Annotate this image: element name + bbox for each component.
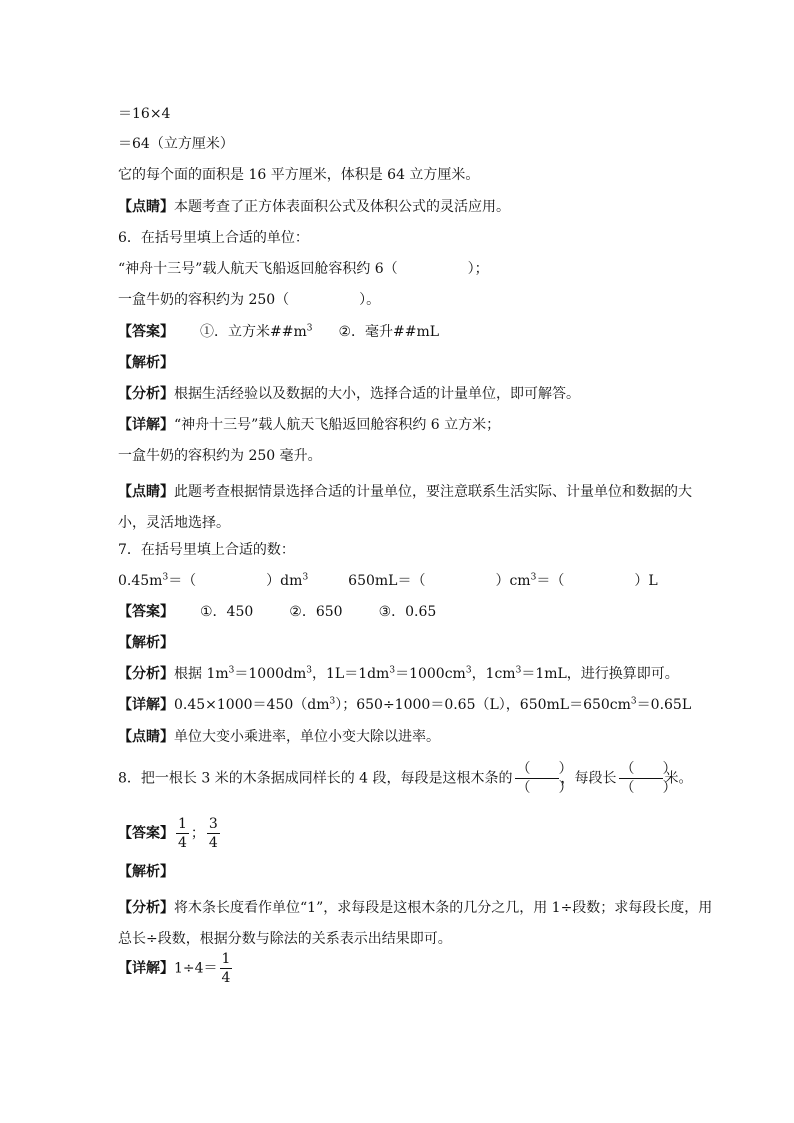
question-text: 8．把一根长 3 米的木条据成同样长的 4 段，每段是这根木条的	[118, 770, 513, 787]
fraction-numerator: （ ）	[620, 761, 677, 777]
fenxi-text: 根据 1m	[174, 666, 229, 682]
question-8-title	[118, 760, 718, 797]
question-7-fenxi	[118, 664, 718, 684]
answer-item-3: ③．0.65	[378, 604, 437, 620]
question-8-answer	[118, 815, 718, 852]
question-7-title	[118, 540, 718, 560]
question-6-jiexi	[118, 353, 718, 373]
question-6-dianjing	[118, 477, 718, 539]
question-6-title	[118, 228, 718, 248]
question-7-answer	[118, 602, 718, 622]
answer-fraction-1	[176, 815, 189, 852]
superscript: 3	[515, 665, 522, 676]
xiangjie-tag: 【详解】	[118, 960, 174, 977]
fenxi-text: ＝1000dm	[234, 666, 307, 682]
jiexi-tag: 【解析】	[118, 355, 174, 371]
answer-fraction-2	[207, 815, 220, 852]
dianjing-5	[118, 197, 718, 217]
fenxi-tag: 【分析】	[118, 666, 174, 682]
sentence-text: 它的每个面的面积是 16 平方厘米，体积是 64 立方厘米。	[118, 167, 480, 183]
superscript: 3	[306, 323, 313, 334]
jiexi-tag: 【解析】	[118, 864, 174, 880]
dianjing-text: 单位大变小乘进率，单位小变大除以进率。	[174, 729, 440, 745]
fraction-denominator: 4	[221, 970, 231, 986]
calc-line-1	[118, 104, 718, 124]
fraction-numerator: （ ）	[516, 761, 573, 777]
superscript: 3	[530, 572, 537, 583]
question-text: 0.45m	[118, 573, 163, 589]
xiangjie-text: 一盒牛奶的容积约为 250 毫升。	[118, 448, 322, 464]
xiangjie-text: “神舟十三号”载人航天飞船返回舱容积约 6 立方米；	[174, 417, 501, 433]
dianjing-tag: 【点睛】	[118, 484, 174, 500]
fraction-denominator: （ ）	[620, 780, 677, 796]
xiangjie-text: 0.45×1000＝450（dm	[174, 697, 330, 713]
question-6-fenxi	[118, 384, 718, 404]
calc-text: ＝16×4	[118, 106, 171, 122]
question-text: 一盒牛奶的容积约为 250（ ）。	[118, 292, 381, 308]
fenxi-text: 将木条长度看作单位“1”，求每段是这根木条的几分之几，用 1÷段数；求每段长度，用总长÷段数，根据分数与除法的关系表示出结果即可。	[118, 900, 713, 947]
jiexi-tag: 【解析】	[118, 635, 174, 651]
question-text: ＝（ ）L	[536, 573, 658, 589]
question-7-jiexi	[118, 633, 718, 653]
superscript: 3	[329, 696, 336, 707]
calc-text: ＝64（立方厘米）	[118, 136, 234, 152]
superscript: 3	[228, 665, 235, 676]
question-text: 650mL＝（ ）cm	[348, 573, 531, 589]
fraction-denominator: 4	[208, 835, 218, 851]
fraction-numerator: 1	[221, 951, 231, 967]
question-8-fenxi	[118, 893, 718, 955]
fenxi-tag: 【分析】	[118, 386, 174, 402]
dianjing-tag: 【点睛】	[118, 729, 174, 745]
dianjing-text: 本题考查了正方体表面积公式及体积公式的灵活应用。	[174, 199, 510, 215]
calc-line-2	[118, 134, 718, 154]
question-7-dianjing	[118, 727, 718, 747]
fraction-numerator: 3	[208, 816, 218, 832]
fenxi-text: ，1cm	[471, 666, 516, 682]
separator: ；	[190, 825, 205, 842]
fraction-denominator: （ ）	[516, 780, 573, 796]
question-6-line-1	[118, 259, 718, 279]
question-7-xiangjie	[118, 695, 718, 715]
question-8-xiangjie	[118, 950, 718, 987]
blank-fraction-1	[515, 760, 573, 797]
superscript: 3	[630, 696, 637, 707]
answer-item-2: ②．650	[289, 604, 343, 620]
fenxi-text: 根据生活经验以及数据的大小，选择合适的计量单位，即可解答。	[174, 386, 580, 402]
xiangjie-text: ）；650÷1000＝0.65（L），650mL＝650cm	[335, 697, 631, 713]
xiangjie-text: 1÷4＝	[174, 960, 218, 977]
xiangjie-fraction	[220, 950, 233, 987]
question-6-line-2	[118, 290, 718, 310]
answer-item-1: ①．450	[200, 604, 254, 620]
question-text: “神舟十三号”载人航天飞船返回舱容积约 6（ ）；	[118, 261, 489, 277]
fenxi-text: ＝1000cm	[395, 666, 466, 682]
xiangjie-text: ＝0.65L	[636, 697, 692, 713]
answer-item-2: ②．毫升##mL	[338, 324, 440, 340]
question-6-xiangjie	[118, 415, 718, 435]
question-6-answer	[118, 322, 718, 342]
xiangjie-tag: 【详解】	[118, 417, 174, 433]
answer-tag: 【答案】	[118, 604, 174, 620]
question-7-body	[118, 571, 718, 591]
question-text: ＝（ ）dm	[168, 573, 303, 589]
question-text: 米。	[664, 770, 693, 787]
question-title: 7．在括号里填上合适的数：	[118, 542, 295, 558]
xiangjie-tag: 【详解】	[118, 697, 174, 713]
question-6-xiangjie-2	[118, 446, 718, 466]
question-8-jiexi	[118, 862, 718, 882]
superscript: 3	[465, 665, 472, 676]
dianjing-text: 此题考查根据情景选择合适的计量单位，要注意联系生活实际、计量单位和数据的大小，灵活地选择。	[118, 484, 692, 531]
blank-fraction-2	[619, 760, 677, 797]
fenxi-tag: 【分析】	[118, 900, 174, 916]
superscript: 3	[389, 665, 396, 676]
question-text: ，每段长	[560, 770, 617, 787]
fraction-denominator: 4	[178, 835, 187, 851]
answer-item-1: ①．立方米##m	[200, 324, 307, 340]
superscript: 3	[162, 572, 169, 583]
superscript: 3	[306, 665, 312, 676]
fenxi-text: ＝1mL，进行换算即可。	[521, 666, 679, 682]
answer-tag: 【答案】	[118, 324, 174, 340]
answer-tag: 【答案】	[118, 825, 174, 842]
fenxi-text: ，1L＝1dm	[311, 666, 390, 682]
superscript: 3	[302, 572, 309, 583]
dianjing-tag: 【点睛】	[118, 199, 174, 215]
fraction-numerator: 1	[178, 816, 187, 832]
answer-sentence	[118, 165, 718, 185]
question-title: 6．在括号里填上合适的单位：	[118, 230, 309, 246]
